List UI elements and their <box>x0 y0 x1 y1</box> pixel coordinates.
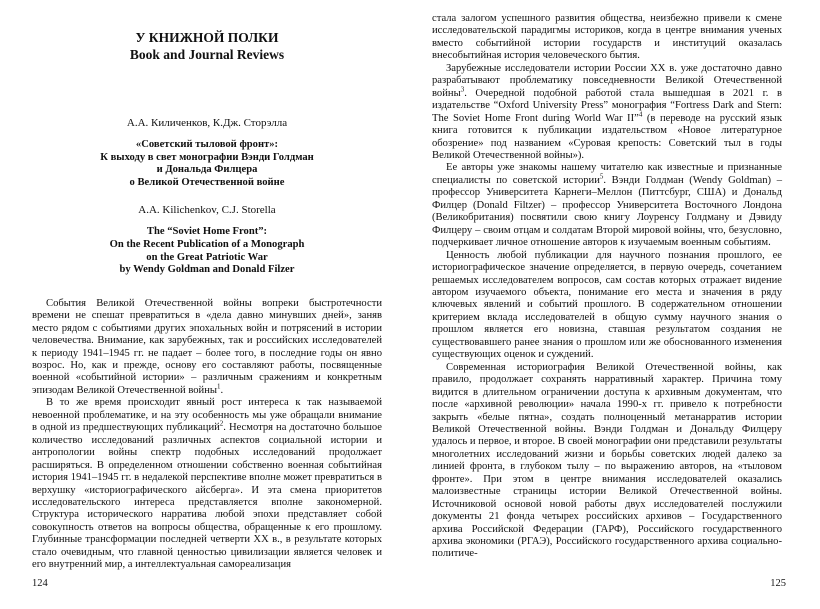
right-page <box>410 0 820 609</box>
paragraph-text: (в переводе на русский язык книга готовится к публикации издательством «Новое литературное обозрение» под названием «Суровая крепость: Советский тыл в годы Великой Отечественной войны»). <box>432 112 782 161</box>
title-en-line: by Wendy Goldman and Donald Filzer <box>119 264 295 276</box>
body-paragraph <box>432 362 782 561</box>
title-en-line: The “Soviet Home Front”: <box>146 226 268 238</box>
body-paragraph: События Великой Отечественной войны вопреки быстротечности времени не спешат превратиться в «дела давно минувших дней», заняв место рядом с событиями других эпохальных войн и потрясений в истории человечества. Внимание, как зарубежных, так и российских исследователей к периоду 1941–1945 гг. не падает – более того, в последние годы он явно возрос. Но, как и прежде, основу его составляют работы, посвященные военной «событийной истории» – различным сражениям и конкретным эпизодам Великой Отечественной войны$^1$. <box>32 297 382 396</box>
paragraph-text: Современная историография Великой Отечественной войны, как правило, продолжает сохранять нарративный характер. Причина тому видится в длительном ограничении доступа к архивным документам, что после «архивной революции» начала 1990-х гг. привело к потребности закрыть «белые пятна», создать полноценный метанарратив истории Великой Отечественной войны. Вэнди Голдман и Дональду Филцеру удалось и первое, и второе. В своей монографии они представили результаты многолетних исследований жизни и борьбы советских людей далеко за линией фронта, в глубоком тылу – по выражению авторов, на «тыловом фронте». При этом в центре внимания исследователей оказались малоизвестные страницы истории Великой Отечественной войны. Источниковой основой новой работы двух исследователей послужили документы 21 фонда четырех российских архивов – Государственного архива Российской Федерации (ГАРФ), Российского государственного архива экономики (РГАЭ), Российского государственного архива социально-политиче- <box>432 361 782 560</box>
paragraph-text: Ее авторы уже знакомы нашему читателю как известные и признанные специалисты по советской истории <box>432 162 782 186</box>
paragraph-text: Ценность любой публикации для научного познания прошлого, ее историографическое значение определяется, в первую очередь, сочетанием решаемых исследователем вопросов, сам состав которых отражает видение автором изучаемого объекта, понимание его места и значения в ряду ключевых явлений и событий прошлого. В содержательном отношении критерием вклада исследователей в общую сумму научного знания о прошлом является его новизна, ставшая результатом создания не существовавшего ранее знания о прошлом или же обоснованного изменения существующих оценок и суждений. <box>432 249 782 361</box>
footnote-ref[interactable]: 3 <box>460 85 465 94</box>
body-paragraph <box>432 162 782 249</box>
paragraph-text: События Великой Отечественной войны вопреки быстротечности времени не спешат превратиться в «дела давно минувших дней», заняв место рядом с событиями других эпохальных войн и потрясений в истории человечества. Внимание, как зарубежных, так и российских исследователей к периоду 1941–1945 гг. не падает – более того, в последние годы он явно возрос. Но, как и прежде, основу его составляют работы, посвященные военной «событийной истории» – различным сражениям и конкретным эпизодам Великой Отечественной войны <box>32 297 382 396</box>
article-title-en <box>32 226 382 276</box>
title-ru-line: и Дональда Филцера <box>156 164 258 176</box>
title-ru-line: о Великой Отечественной войне <box>129 176 285 188</box>
footnote-ref[interactable]: 1 <box>217 382 221 391</box>
body-paragraph <box>432 63 782 163</box>
paragraph-text: . Вэнди Голдман (Wendy Goldman) – профессор Университета Карнеги–Меллон (Питтсбург, США) и Дональд Филцер (Donald Filtzer) – профессор Университета Восточного Лондона (Великобритания) посвятили свою книгу Лоуренсу Голдману и Дэвиду Филцеру – своим отцам и солдатам Второй мировой войны, что, безусловно, подчеркивает личное отношение авторов к изучаемым военным событиям. <box>432 174 782 249</box>
body-paragraph <box>432 13 782 63</box>
paragraph-text: . Очередной подобной работой стала вышедшая в 2021 г. в издательстве “Oxford University Press” монография “Fortress Dark and Stern: The Soviet Home Front during World War II” <box>432 87 782 124</box>
footnote-ref[interactable]: 5 <box>599 172 604 181</box>
title-en-line: on the Great Patriotic War <box>146 251 268 263</box>
body-paragraph <box>432 250 782 362</box>
paragraph-text: стала залогом успешного развития общества, неизбежно привели к смене исследовательской парадигмы историков, когда в центре внимания ученых вместо событийной истории государств и институций оказалась внесобытийная история человеческого бытия. <box>432 13 782 62</box>
page-number: 124 <box>32 578 48 589</box>
footnote-ref[interactable]: 2 <box>219 419 224 428</box>
authors-ru: А.А. Киличенков, К.Дж. Сторэлла <box>126 117 288 129</box>
paragraph-text: В то же время происходит явный рост интереса к так называемой невоенной проблематике, и на эту особенность мы уже обращали внимание в одной из предшествующих публикаций <box>32 397 382 434</box>
title-ru-line: К выходу в свет монографии Вэнди Голдман <box>100 151 314 163</box>
paragraph-text: Зарубежные исследователи истории России XX в. уже достаточно давно разрабатывают проблематику повседневности Великой Отечественной войны <box>432 62 782 99</box>
body-paragraph <box>32 397 382 571</box>
title-ru-line: «Советский тыловой фронт»: <box>135 139 279 150</box>
left-column <box>32 29 382 572</box>
paragraph-text: . Несмотря на достаточно большое количество исследований различных аспектов социальной истории и антропологии войны спектр подобных исследований продолжает расширяться. В определенном отношении собственно военная событийная история 1941–1945 гг. в недалекой перспективе вполне может превратиться в верхушку «историографического айсберга». И эта смена приоритетов исследовательского интереса представляется вполне закономерной. Структура исторического нарратива любой эпохи представляет собой совокупность ответов на вопросы общества, обращенные к его прошлому. Глубинные трансформации последней четверти XX в., в результате которых стало очевидным, что главной ценностью цивилизации является человек и его внутренний мир, а интеллектуальная самореализация <box>32 422 382 571</box>
article-title-ru <box>32 139 382 189</box>
right-column <box>432 13 782 561</box>
section-title-en: Book and Journal Reviews <box>129 47 285 62</box>
section-title-ru: У КНИЖНОЙ ПОЛКИ <box>135 30 279 45</box>
footnote-ref[interactable]: 4 <box>638 110 643 119</box>
page-number: 125 <box>770 578 786 589</box>
title-en-line: On the Recent Publication of a Monograph <box>109 238 305 250</box>
authors-en: A.A. Kilichenkov, C.J. Storella <box>138 204 276 217</box>
